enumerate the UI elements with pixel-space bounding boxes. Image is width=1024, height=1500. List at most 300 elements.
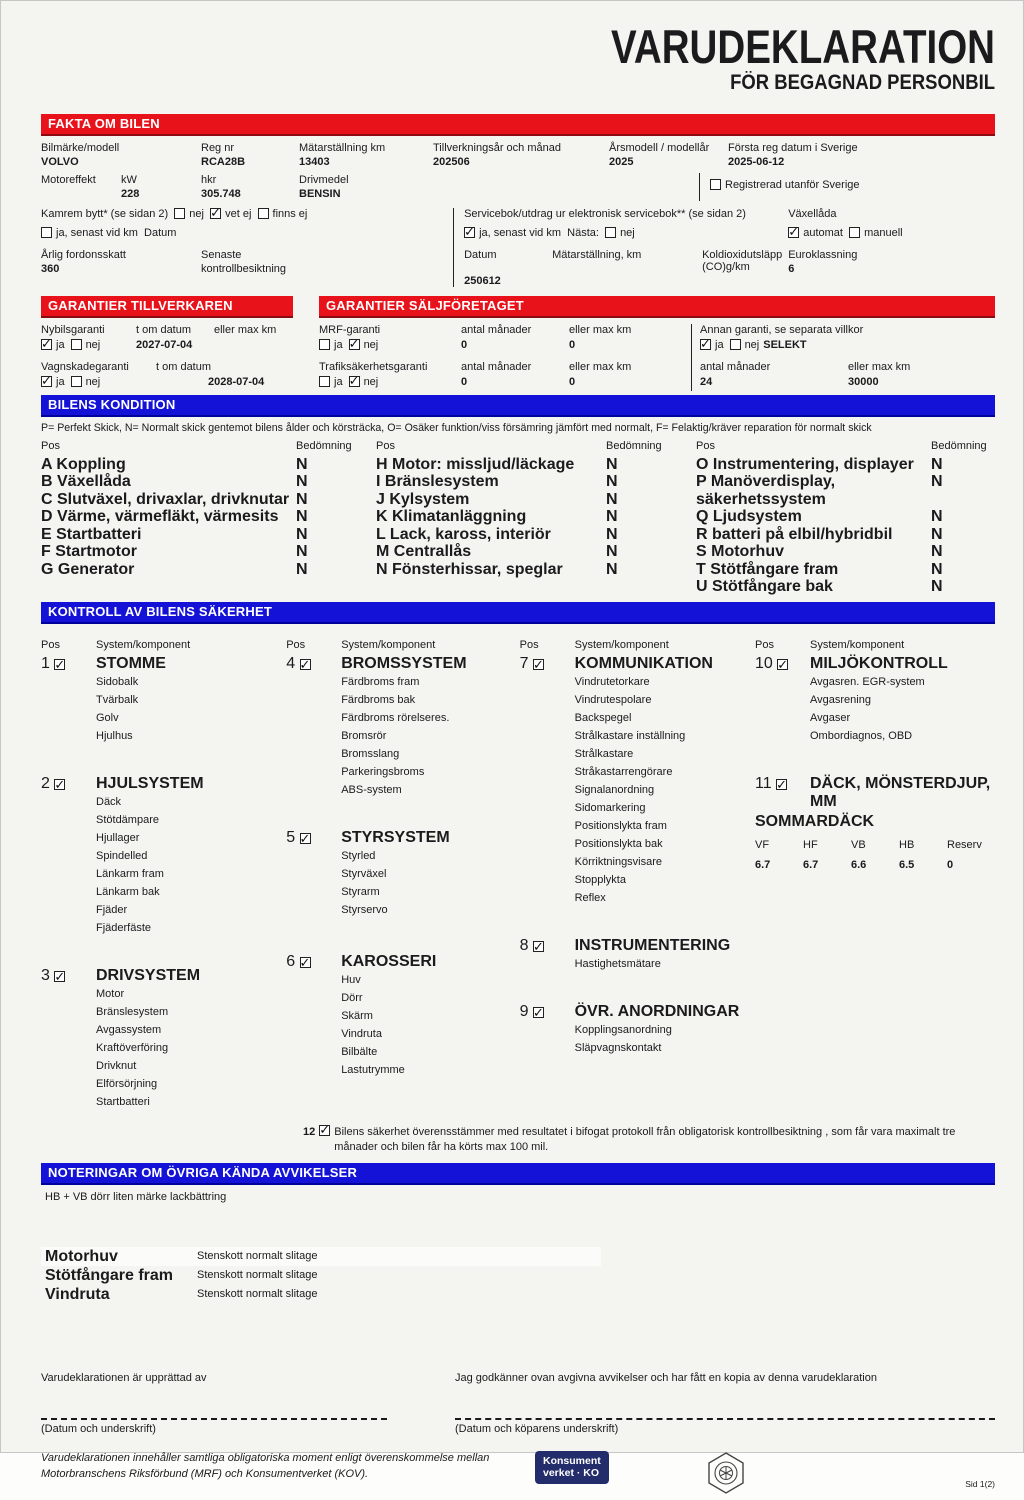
- group-number: 4: [286, 654, 296, 672]
- safety-item: Färdbroms bak: [341, 693, 416, 706]
- annan-extra-value: SELEKT: [763, 339, 807, 352]
- tire-values: [755, 859, 995, 871]
- kondition-item-rating: N: [931, 508, 943, 526]
- group-checkbox[interactable]: [54, 659, 65, 670]
- bedomning-header: Bedömning: [296, 440, 352, 453]
- group-number: 10: [755, 654, 773, 672]
- trafik-manader-value: 0: [461, 376, 468, 389]
- safety-item: Reflex: [574, 891, 606, 904]
- ja-label: ja: [334, 339, 343, 352]
- label-tillverkning: Tillverkningsår och månad: [433, 142, 561, 155]
- mrf-manader-value: 0: [461, 339, 468, 352]
- pos-header: Pos: [41, 638, 60, 651]
- kondition-item-rating: N: [606, 455, 618, 473]
- kondition-item-rating: N: [931, 525, 943, 543]
- system-header: System/komponent: [341, 638, 436, 651]
- safety-item: Positionslykta bak: [574, 837, 663, 850]
- safety-item: ABS-system: [341, 783, 402, 796]
- ja-label: ja: [715, 339, 724, 352]
- kondition-item-label: B Växellåda: [41, 473, 131, 491]
- vaxellada-automat-label: automat: [803, 227, 843, 240]
- nej-label: nej: [363, 376, 379, 389]
- kondition-item-label: I Bränslesystem: [376, 473, 499, 491]
- tire-depth-value: 6.7: [755, 858, 771, 871]
- kamrem-nej-checkbox[interactable]: [174, 208, 185, 219]
- group-number: 7: [519, 654, 529, 672]
- sommardack-label: SOMMARDÄCK: [755, 812, 875, 830]
- kondition-row: [696, 526, 995, 544]
- tire-headers: [755, 839, 995, 851]
- group-number: 9: [519, 1002, 529, 1020]
- tire-depth-value: 6.6: [851, 858, 867, 871]
- safety-item: Strålkastare inställning: [574, 729, 686, 742]
- safety-item: Släpvagnskontakt: [574, 1041, 662, 1054]
- safety-item: Strålkastare: [574, 747, 634, 760]
- safety-item: Avgaser: [810, 711, 851, 724]
- kondition-row: [41, 561, 376, 579]
- label-registrerad: Registrerad utanför Sverige: [725, 179, 860, 192]
- nej-label: nej: [744, 339, 760, 352]
- registrerad-utanfor-checkbox[interactable]: [710, 179, 721, 190]
- group-name: KOMMUNIKATION: [574, 654, 713, 672]
- stenskott-remark: Stenskott normalt slitage: [197, 1268, 318, 1281]
- value-bilmarke: VOLVO: [41, 156, 79, 169]
- group-name: KAROSSERI: [341, 952, 437, 970]
- kondition-item-rating: N: [296, 455, 308, 473]
- section-header-noteringar: NOTERINGAR OM ÖVRIGA KÄNDA AVVIKELSER: [41, 1163, 995, 1185]
- kamrem-vetej-checkbox[interactable]: [210, 208, 221, 219]
- section-header-kondition: BILENS KONDITION: [41, 395, 995, 417]
- nej-label: nej: [85, 339, 101, 352]
- kondition-item-label: T Stötfångare fram: [696, 560, 839, 578]
- vagnskadegaranti-ja-checkbox[interactable]: [41, 376, 52, 387]
- tire-depth-value: 0: [947, 858, 954, 871]
- label-kw: kW: [121, 174, 137, 187]
- trafik-maxkm-label: eller max km: [569, 361, 632, 374]
- safety-item: Hjulhus: [96, 729, 133, 742]
- signature-left-label: Varudeklarationen är upprättad av: [41, 1371, 207, 1384]
- annan-manader-label: antal månader: [700, 361, 771, 374]
- kondition-row: [696, 561, 995, 579]
- label-regnr: Reg nr: [201, 142, 235, 155]
- safety-item: Styrarm: [341, 885, 380, 898]
- kondition-row: [696, 543, 995, 561]
- safety-item: Styrled: [341, 849, 376, 862]
- mrf-garanti-label: MRF-garanti: [319, 324, 381, 337]
- safety-item: Vindrutetorkare: [574, 675, 650, 688]
- kondition-item-rating: N: [606, 543, 618, 561]
- bedomning-header: Bedömning: [931, 440, 987, 453]
- group-number: 5: [286, 828, 296, 846]
- kondition-item-rating: N: [931, 455, 943, 473]
- mrf-manader-label: antal månader: [461, 324, 532, 337]
- safety-group-hjulsystem: [41, 775, 286, 937]
- kondition-row: [41, 526, 376, 544]
- safety-item: Avgassystem: [96, 1023, 162, 1036]
- kondition-item-rating: N: [931, 560, 943, 578]
- document-title: VARUDEKLARATION: [611, 20, 995, 73]
- group-checkbox[interactable]: [300, 833, 311, 844]
- safety-item: Hjullager: [96, 831, 140, 844]
- servicebok-nej-checkbox[interactable]: [605, 227, 616, 238]
- stenskott-part: Vindruta: [45, 1285, 110, 1303]
- nej-label: nej: [85, 376, 101, 389]
- servicebok-row: [464, 227, 782, 239]
- section-header-fakta: FAKTA OM BILEN: [41, 114, 995, 136]
- safety-item: Elförsörjning: [96, 1077, 158, 1090]
- vaxellada-manuell-checkbox[interactable]: [849, 227, 860, 238]
- kondition-row: [376, 473, 696, 491]
- kamrem-ja-label: ja, senast vid km: [56, 227, 138, 240]
- nybilsgaranti-ja-checkbox[interactable]: [41, 339, 52, 350]
- group-checkbox[interactable]: [300, 659, 311, 670]
- safety-item: Bilbälte: [341, 1045, 378, 1058]
- group-number: 8: [519, 936, 529, 954]
- safety-group-styrsystem: [286, 829, 519, 919]
- value-forstareg: 2025-06-12: [728, 156, 785, 169]
- nybilsgaranti-nej-checkbox[interactable]: [71, 339, 82, 350]
- kamrem-ja-checkbox[interactable]: [41, 227, 52, 238]
- value-regnr: RCA28B: [201, 156, 246, 169]
- value-kw: 228: [121, 188, 140, 201]
- kondition-item-label: O Instrumentering, displayer: [696, 455, 914, 473]
- annan-garanti-label: Annan garanti, se separata villkor: [700, 324, 864, 337]
- garantier-section: [41, 318, 995, 391]
- kondition-item-rating: N: [931, 543, 943, 561]
- safety-item: Lastutrymme: [341, 1063, 405, 1076]
- safety-item: Avgasrening: [810, 693, 871, 706]
- vagnskadegaranti-nej-checkbox[interactable]: [71, 376, 82, 387]
- kondition-col2: [376, 456, 696, 579]
- kondition-item-rating: N: [296, 525, 308, 543]
- kondition-item-label: N Fönsterhissar, speglar: [376, 560, 563, 578]
- kamrem-title: Kamrem bytt* (se sidan 2): [41, 208, 169, 221]
- safety-item: Hastighetsmätare: [574, 957, 661, 970]
- tire-depth-value: 6.7: [803, 858, 819, 871]
- system-header: System/komponent: [574, 638, 669, 651]
- label-hkr: hkr: [201, 174, 217, 187]
- group-number: 3: [41, 966, 50, 984]
- value-matarstallning: 13403: [299, 156, 330, 169]
- sakerhet-section: [41, 624, 995, 1141]
- trafik-nej-checkbox[interactable]: [349, 376, 360, 387]
- safety-group-instrumentering: [520, 937, 755, 973]
- safety-item: Däck: [96, 795, 122, 808]
- safety-item: Stötdämpare: [96, 813, 159, 826]
- servicebok-ja-checkbox[interactable]: [464, 227, 475, 238]
- value-datum: 250612: [464, 275, 501, 288]
- group-checkbox[interactable]: [300, 957, 311, 968]
- safety-item: Körriktningsvisare: [574, 855, 663, 868]
- safety-item: Bromsrör: [341, 729, 387, 742]
- statement-text: Bilens säkerhet överensstämmer med resultatet i bifogat protokoll från obligatorisk kontrollbesiktning , som får vara maximalt tre månader och bilen får ha körts max 100 mil.: [334, 1125, 956, 1153]
- annan-maxkm-label: eller max km: [848, 361, 911, 374]
- annan-maxkm-value: 30000: [848, 376, 879, 389]
- safety-item: Ombordiagnos, OBD: [810, 729, 913, 742]
- stenskott-remark: Stenskott normalt slitage: [197, 1287, 318, 1300]
- group-name: MILJÖKONTROLL: [810, 654, 948, 672]
- trafik-manader-label: antal månader: [461, 361, 532, 374]
- stenskott-row: [41, 1247, 601, 1266]
- kondition-row: [41, 456, 376, 474]
- nybilsgaranti-tom-label: t om datum: [136, 324, 192, 337]
- safety-item: Signalanordning: [574, 783, 655, 796]
- kondition-item-label: L Lack, kaross, interiör: [376, 525, 551, 543]
- safety-item: Styrväxel: [341, 867, 387, 880]
- safety-item: Parkeringsbroms: [341, 765, 425, 778]
- fakta-section: [41, 136, 995, 287]
- group-number: 2: [41, 774, 50, 792]
- value-arsmodell: 2025: [609, 156, 634, 169]
- annan-manader-value: 24: [700, 376, 713, 389]
- kondition-row: [696, 456, 995, 474]
- safety-item: Vindrutespolare: [574, 693, 652, 706]
- kondition-item-rating: N: [931, 473, 943, 491]
- vaxellada-automat-checkbox[interactable]: [788, 227, 799, 238]
- nybilsgaranti-label: Nybilsgaranti: [41, 324, 105, 337]
- group-name: INSTRUMENTERING: [574, 936, 731, 954]
- annan-nej-checkbox[interactable]: [730, 339, 741, 350]
- kondition-col1: [41, 456, 376, 579]
- nybilsgaranti-maxkm-label: eller max km: [214, 324, 277, 337]
- label-koldioxid: Koldioxidutsläpp (CO)g/km: [702, 249, 783, 274]
- kondition-row: [376, 456, 696, 474]
- system-header: System/komponent: [96, 638, 191, 651]
- servicebok-nej-label: nej: [620, 227, 635, 240]
- mrf-maxkm-label: eller max km: [569, 324, 632, 337]
- group-number: 11: [755, 774, 772, 792]
- group-name: DRIVSYSTEM: [96, 966, 201, 984]
- badge-line2: verket · KO: [543, 1467, 600, 1480]
- kondition-row: [41, 473, 376, 491]
- stenskott-table: [41, 1247, 601, 1304]
- group-checkbox[interactable]: [533, 659, 544, 670]
- group-checkbox[interactable]: [776, 779, 787, 790]
- pos-header: Pos: [376, 440, 395, 453]
- safety-group-karosseri: [286, 953, 519, 1079]
- mrf-maxkm-value: 0: [569, 339, 576, 352]
- safety-item: Tvärbalk: [96, 693, 139, 706]
- safety-item: Huv: [341, 973, 361, 986]
- annan-ja-checkbox[interactable]: [700, 339, 711, 350]
- system-header: System/komponent: [810, 638, 905, 651]
- stenskott-row: [41, 1266, 601, 1285]
- group-checkbox[interactable]: [54, 779, 65, 790]
- tire-depth-value: 6.5: [899, 858, 915, 871]
- safety-item: Färdbroms rörelseres.: [341, 711, 450, 724]
- value-euroklassning: 6: [788, 263, 795, 276]
- kondition-row: [376, 491, 696, 509]
- kondition-item-label: E Startbatteri: [41, 525, 142, 543]
- kondition-item-label: J Kylsystem: [376, 490, 470, 508]
- kondition-item-label: H Motor: missljud/läckage: [376, 455, 575, 473]
- statement-checkbox[interactable]: [319, 1125, 330, 1136]
- label-arlig-fordonsskatt: Årlig fordonsskatt: [41, 249, 126, 262]
- safety-item: Stopplykta: [574, 873, 626, 886]
- safety-item: Styrservo: [341, 903, 388, 916]
- vagnskadegaranti-label: Vagnskadegaranti: [41, 361, 129, 374]
- value-tillverkning: 202506: [433, 156, 470, 169]
- trafik-ja-checkbox[interactable]: [319, 376, 330, 387]
- nej-label: nej: [363, 339, 379, 352]
- ja-label: ja: [56, 376, 65, 389]
- value-hkr: 305.748: [201, 188, 241, 201]
- safety-group-miljokontroll: [755, 655, 995, 745]
- kondition-item-label: C Slutväxel, drivaxlar, drivknutar: [41, 490, 290, 508]
- group-number: 1: [41, 654, 50, 672]
- section-header-garantier-tillverkaren: GARANTIER TILLVERKAREN: [41, 296, 293, 318]
- safety-group-kommunikation: [520, 655, 755, 907]
- label-drivmedel: Drivmedel: [299, 174, 349, 187]
- signature-right-line[interactable]: [455, 1390, 995, 1420]
- tire-header: VB: [851, 838, 866, 851]
- vaxellada-manuell-label: manuell: [864, 227, 903, 240]
- signature-right-label: Jag godkänner ovan avgivna avvikelser och har fått en kopia av denna varudeklaration: [455, 1371, 877, 1384]
- safety-item: Startbatteri: [96, 1095, 150, 1108]
- tire-header: HF: [803, 838, 818, 851]
- servicebok-nasta-label: Nästa:: [567, 227, 599, 240]
- kondition-item-rating: N: [606, 490, 618, 508]
- safety-item: Vindruta: [341, 1027, 382, 1040]
- konsumentverket-badge: [535, 1451, 609, 1484]
- safety-item: Länkarm bak: [96, 885, 160, 898]
- group-checkbox[interactable]: [54, 971, 65, 982]
- group-name: BROMSSYSTEM: [341, 654, 467, 672]
- kondition-row: [376, 508, 696, 526]
- kondition-table: [41, 438, 995, 596]
- label-arsmodell: Årsmodell / modellår: [609, 142, 710, 155]
- garantier-bars: [41, 296, 995, 318]
- stenskott-row: [41, 1285, 601, 1304]
- stenskott-part: Stötfångare fram: [45, 1266, 174, 1284]
- section-header-sakerhet: KONTROLL AV BILENS SÄKERHET: [41, 602, 995, 624]
- safety-item: Bränslesystem: [96, 1005, 169, 1018]
- section-header-garantier-saljforetaget: GARANTIER SÄLJFÖRETAGET: [319, 296, 995, 318]
- safety-item: Avgasren. EGR-system: [810, 675, 925, 688]
- kondition-item-label: D Värme, värmefläkt, värmesits: [41, 508, 279, 526]
- tire-header: Reserv: [947, 838, 982, 851]
- mrf-ja-checkbox[interactable]: [319, 339, 330, 350]
- kondition-item-rating: N: [606, 508, 618, 526]
- kamrem-finnsej-checkbox[interactable]: [258, 208, 269, 219]
- kamrem-datum-label: Datum: [144, 227, 177, 240]
- statement-number: 12: [303, 1125, 316, 1138]
- safety-item: Fjäderfäste: [96, 921, 152, 934]
- kondition-item-rating: N: [931, 578, 943, 596]
- group-checkbox[interactable]: [533, 941, 544, 952]
- pos-header: Pos: [696, 440, 715, 453]
- ja-label: ja: [334, 376, 343, 389]
- stenskott-remark: Stenskott normalt slitage: [197, 1249, 318, 1262]
- footer: [41, 1451, 995, 1500]
- signature-right-caption: (Datum och köparens underskrift): [455, 1422, 619, 1435]
- safety-item: Sidobalk: [96, 675, 139, 688]
- group-name: DÄCK, MÖNSTERDJUP, MM: [810, 774, 991, 810]
- kondition-item-label: U Stötfångare bak: [696, 578, 833, 596]
- label-euroklassning: Euroklassning: [788, 249, 858, 262]
- tire-header: HB: [899, 838, 915, 851]
- mrf-nej-checkbox[interactable]: [349, 339, 360, 350]
- kamrem-row: [41, 208, 443, 220]
- group-name: STYRSYSTEM: [341, 828, 450, 846]
- safety-item: Golv: [96, 711, 119, 724]
- pos-header: Pos: [286, 638, 306, 651]
- safety-item: Backspegel: [574, 711, 632, 724]
- vaxellada-title: Växellåda: [788, 208, 837, 221]
- ja-label: ja: [56, 339, 65, 352]
- vagnskadegaranti-tom-value: 2028-07-04: [208, 376, 265, 389]
- safety-group-dack: [755, 775, 995, 871]
- page-number: Sid 1(2): [965, 1479, 995, 1490]
- group-name: HJULSYSTEM: [96, 774, 204, 792]
- label-matarstallning-km: Mätarställning, km: [552, 249, 642, 262]
- pos-header: Pos: [41, 440, 60, 453]
- group-name: STOMME: [96, 654, 166, 672]
- safety-statement: [303, 1125, 995, 1155]
- label-bilmarke: Bilmärke/modell: [41, 142, 120, 155]
- kondition-row: [41, 508, 376, 526]
- pos-header: Pos: [519, 638, 539, 651]
- group-checkbox[interactable]: [533, 1007, 544, 1018]
- safety-item: Kraftöverföring: [96, 1041, 169, 1054]
- kondition-item-rating: N: [606, 560, 618, 578]
- trafik-maxkm-value: 0: [569, 376, 576, 389]
- safety-item: Länkarm fram: [96, 867, 164, 880]
- mrf-emblem-icon: [705, 1451, 747, 1500]
- noteringar-note: HB + VB dörr liten märke lackbättring: [45, 1190, 227, 1203]
- kondition-col3: [696, 456, 995, 596]
- stenskott-part: Motorhuv: [45, 1247, 118, 1265]
- kondition-row: [696, 508, 995, 526]
- kamrem-finnsej-label: finns ej: [272, 208, 308, 221]
- kondition-row: [376, 543, 696, 561]
- safety-item: Dörr: [341, 991, 363, 1004]
- pos-header: Pos: [755, 638, 774, 651]
- kondition-item-rating: N: [296, 490, 308, 508]
- kondition-item-label: M Centrallås: [376, 543, 472, 561]
- group-name: ÖVR. ANORDNINGAR: [574, 1002, 740, 1020]
- vaxellada-row: [788, 227, 995, 239]
- document-header: [41, 1, 995, 96]
- label-datum: Datum: [464, 249, 497, 262]
- safety-item: Färdbroms fram: [341, 675, 420, 688]
- document-subtitle: FÖR BEGAGNAD PERSONBIL: [730, 71, 995, 94]
- signature-left-caption: (Datum och underskrift): [41, 1422, 156, 1435]
- safety-group-bromssystem: [286, 655, 519, 799]
- kondition-row: [41, 491, 376, 509]
- kondition-item-rating: N: [606, 525, 618, 543]
- signature-left-line[interactable]: [41, 1390, 387, 1420]
- footer-disclaimer: Varudeklarationen innehåller samtliga obligatoriska moment enligt överenskommelse mellan Motorbranschens Riksförbund (MRF) och Konsumentverket (KOV).: [41, 1451, 490, 1480]
- kondition-item-label: F Startmotor: [41, 543, 137, 561]
- kondition-row: [376, 526, 696, 544]
- bedomning-header: Bedömning: [606, 440, 662, 453]
- safety-item: Stråkastarrengörare: [574, 765, 673, 778]
- nybilsgaranti-tom-value: 2027-07-04: [136, 339, 193, 352]
- group-checkbox[interactable]: [777, 659, 788, 670]
- kondition-row: [376, 561, 696, 579]
- kondition-item-label: S Motorhuv: [696, 543, 784, 561]
- kondition-legend: P= Perfekt Skick, N= Normalt skick gentemot bilens ålder och körsträcka, O= Osäker funktion/viss försämring jämfört med normalt, F= Felaktig/kräver reparation för normalt skick: [41, 422, 872, 435]
- tire-header: VF: [755, 838, 770, 851]
- kondition-row: [696, 473, 995, 508]
- kondition-item-rating: N: [296, 560, 308, 578]
- safety-group-drivsystem: [41, 967, 286, 1111]
- registrerad-utanfor-box: [699, 173, 995, 201]
- kondition-item-label: G Generator: [41, 560, 135, 578]
- kondition-row: [41, 543, 376, 561]
- kamrem-ja-row: [41, 227, 443, 239]
